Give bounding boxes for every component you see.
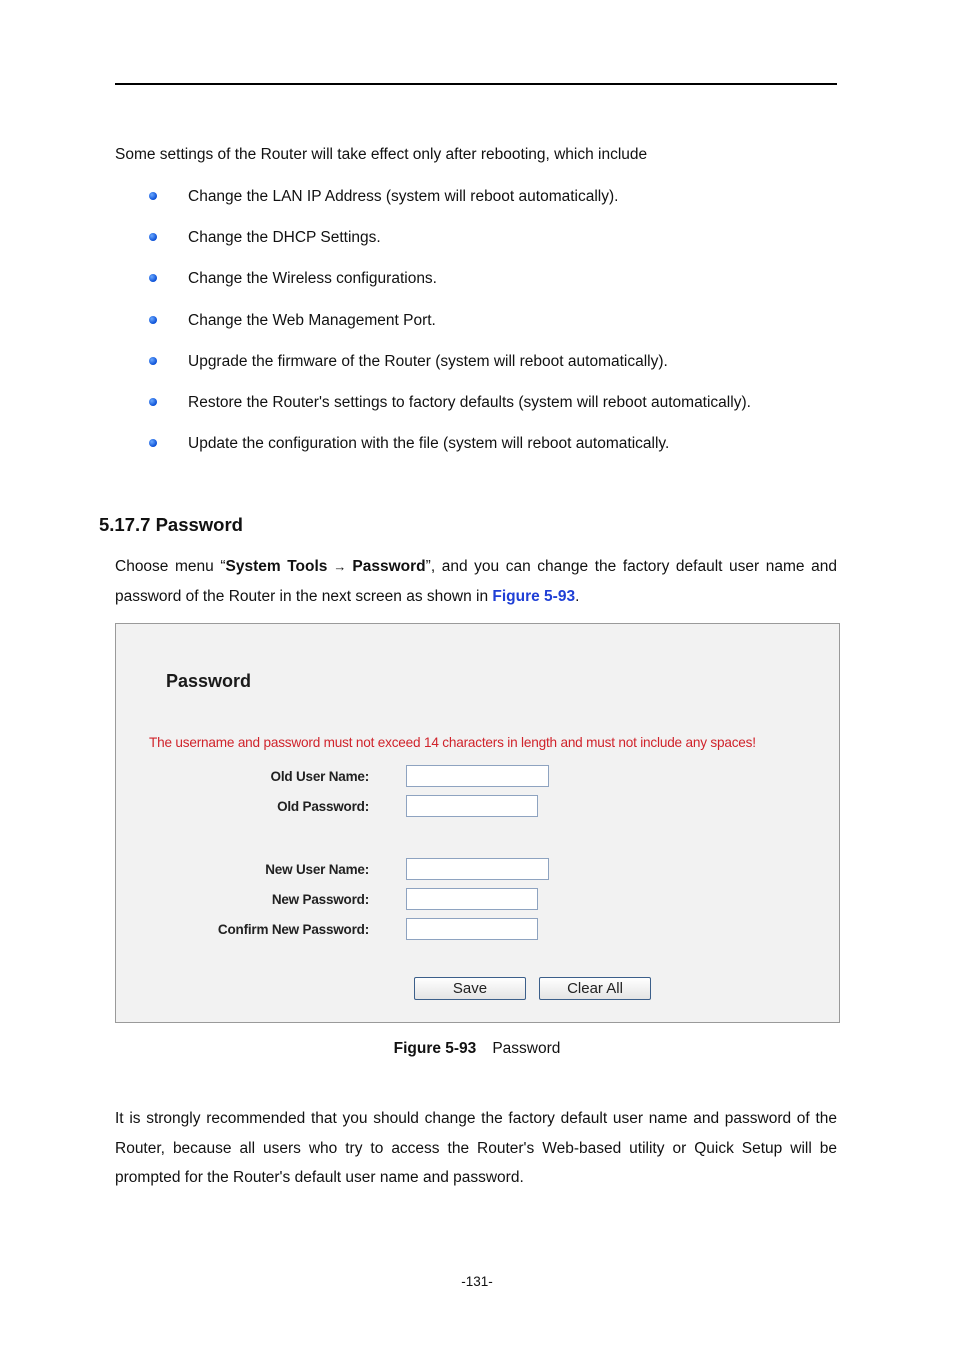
recommendation-text: It is strongly recommended that you should change the factory default user name and password of the Router, because all users who try to access the Router's Web-based utility or Quick Setup will be prompted for the Router's default user name and password. (115, 1110, 837, 1186)
list-item: Restore the Router's settings to factory defaults (system will reboot automatically). (148, 386, 751, 427)
warning-message: The username and password must not exceed 14 characters in length and must not include any spaces! (149, 735, 756, 750)
old-password-input[interactable] (406, 795, 538, 817)
figure-link[interactable]: Figure 5-93 (492, 587, 576, 605)
figure-title: Password (492, 1040, 561, 1057)
old-user-name-label: Old User Name: (270, 769, 369, 784)
menu-instruction: Choose menu “System Tools → Password”, and you can change the factory default user name and password of the Router in the next screen as shown in Figure 5-93. (115, 552, 837, 611)
intro-text: Some settings of the Router will take effect only after rebooting, which include (115, 146, 648, 163)
list-item: Change the LAN IP Address (system will reboot automatically). (148, 180, 751, 221)
save-button[interactable]: Save (414, 977, 526, 1000)
bullet-icon (149, 439, 157, 447)
bullet-icon (149, 398, 157, 406)
confirm-new-password-input[interactable] (406, 918, 538, 940)
password-screenshot (115, 623, 840, 1023)
clear-all-button[interactable]: Clear All (539, 977, 651, 1000)
arrow-right-icon: → (333, 559, 347, 574)
menu-system-tools: System Tools (225, 558, 328, 575)
screen-title: Password (166, 671, 252, 691)
bullet-icon (149, 233, 157, 241)
reboot-settings-list (148, 180, 751, 468)
list-item: Update the configuration with the file (system will reboot automatically. (148, 427, 751, 468)
old-user-name-input[interactable] (406, 765, 549, 787)
menu-password: Password (352, 558, 426, 575)
header-rule (115, 83, 837, 85)
new-user-name-label: New User Name: (265, 862, 369, 877)
section-heading: 5.17.7 Password (99, 514, 243, 535)
page-number: -131- (461, 1274, 493, 1289)
list-item: Upgrade the firmware of the Router (system will reboot automatically). (148, 345, 751, 386)
confirm-new-password-label: Confirm New Password: (217, 922, 369, 937)
new-password-label: New Password: (271, 892, 369, 907)
new-user-name-input[interactable] (406, 858, 549, 880)
bullet-icon (149, 357, 157, 365)
list-item: Change the DHCP Settings. (148, 221, 751, 262)
bullet-icon (149, 316, 157, 324)
bullet-icon (149, 274, 157, 282)
list-item: Change the Wireless configurations. (148, 262, 751, 303)
list-item: Change the Web Management Port. (148, 304, 751, 345)
bullet-icon (149, 192, 157, 200)
figure-number: Figure 5-93 (393, 1040, 477, 1057)
figure-caption (0, 1040, 954, 1058)
new-password-input[interactable] (406, 888, 538, 910)
old-password-label: Old Password: (277, 799, 369, 814)
